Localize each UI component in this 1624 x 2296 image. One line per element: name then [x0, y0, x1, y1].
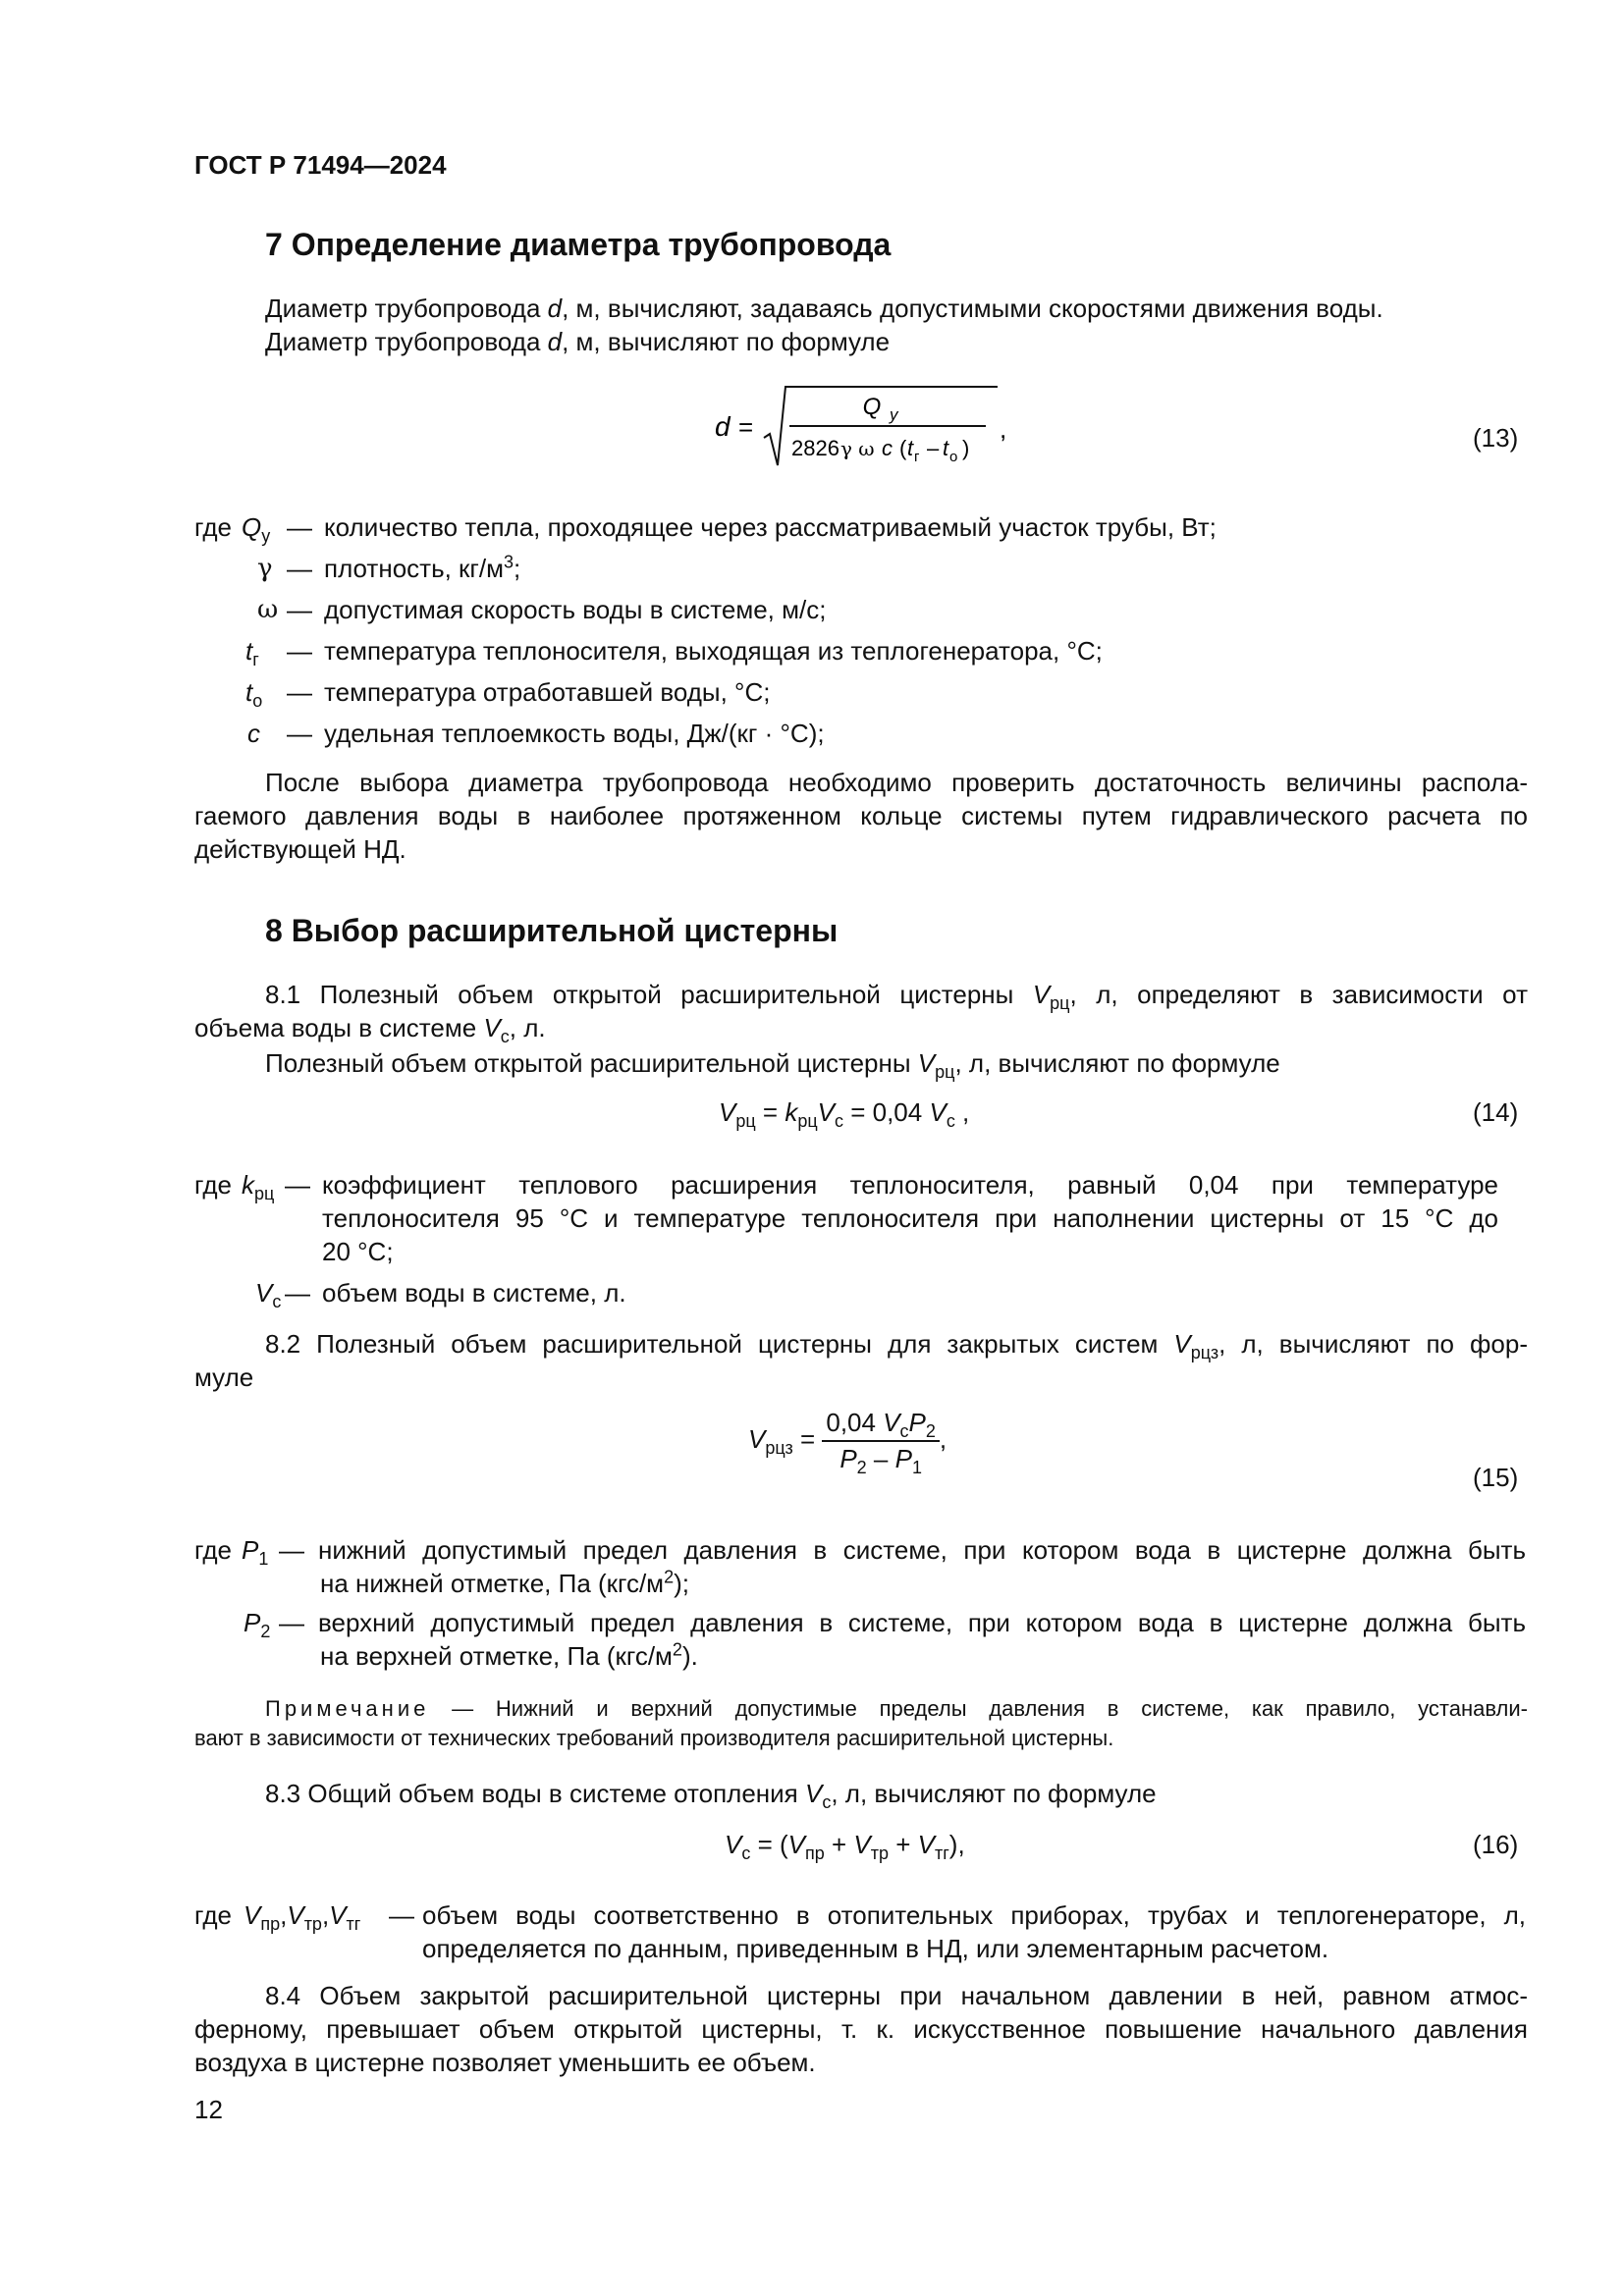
definition-q: где $Q_у$ — количество тепла, проходящее через рассматриваемый участок трубы, Вт;	[194, 512, 1217, 547]
svg-text:,: ,	[1000, 414, 1007, 444]
svg-text:Q: Q	[862, 394, 882, 420]
svg-text:=: =	[738, 412, 754, 442]
definition-v-line-2: определяется по данным, приведенным в НД, или элементарным расчетом.	[422, 1934, 1329, 1963]
svg-text:γ ω: γ ω	[840, 437, 875, 460]
section-7-para-2: Диаметр трубопровода d, м, вычисляют по формуле	[265, 327, 891, 356]
svg-text:): )	[962, 436, 970, 460]
section-7-after-line-2: гаемого давления воды в наиболее протяженном кольце системы путем гидравлического расчета по	[194, 801, 1528, 830]
svg-text:–: –	[927, 436, 940, 460]
definition-omega: ω — допустимая скорость воды в системе, м/с;	[257, 595, 827, 624]
svg-text:d: d	[715, 411, 731, 442]
svg-text:(: (	[899, 436, 907, 460]
equation-15: $V_{рцз}$ = $\frac{0,04 V_сP_2}{P_2 - P_1}$ ,	[748, 1408, 947, 1478]
definition-k-rc-line-2: теплоносителя 95 °С и температуре теплоносителя при наполнении цистерны от 15 °С до	[322, 1203, 1498, 1233]
para-8-4-line-3: воздуха в цистерне позволяет уменьшить ее объем.	[194, 2048, 816, 2077]
definition-t-g: $t_г$ — температура теплоносителя, выходящая из теплогенератора, °С;	[245, 636, 1103, 670]
definition-t-o: $t_о$ — температура отработавшей воды, °С;	[245, 677, 771, 712]
para-8-2-line-2: муле	[194, 1362, 254, 1392]
equation-13-formula	[715, 381, 1009, 471]
svg-text:c: c	[882, 436, 893, 460]
note-line-1: Примечание — Нижний и верхний допустимые пределы давления в системе, как правило, устанавли-	[265, 1696, 1528, 1721]
para-8-4-line-2: ферному, превышает объем открытой цистерны, т. к. искусственное повышение начального давления	[194, 2014, 1528, 2044]
definition-p1: где $P_1$ — нижний допустимый предел давления в системе, при котором вода в цистерне должна быть	[194, 1535, 1526, 1570]
section-7-para-1: Диаметр трубопровода d, м, вычисляют, задаваясь допустимыми скоростями движения воды.	[265, 294, 1383, 323]
page-number: 12	[194, 2095, 223, 2124]
section-7-after-line-1: После выбора диаметра трубопровода необходимо проверить достаточность величины распола-	[265, 768, 1528, 797]
equation-14: $V_{рц} = k_{рц}V_с = 0,04$ $V_с$ ,	[719, 1097, 970, 1132]
para-8-1-line-1: 8.1 Полезный объем открытой расширительной цистерны $V_{рц}$, л, определяют в зависимости от	[265, 980, 1528, 1014]
para-8-2-line-1: 8.2 Полезный объем расширительной цистерны для закрытых систем $V_{рцз}$, л, вычисляют по фор-	[265, 1329, 1528, 1363]
definition-k-rc: где $k_{рц}$ — коэффициент теплового расширения теплоносителя, равный 0,04 при температуре	[194, 1170, 1498, 1204]
equation-15-fraction: $\frac{0,04 V_сP_2}{P_2 - P_1}$	[822, 1408, 940, 1474]
equation-15-number: (15)	[1473, 1463, 1519, 1492]
definition-p1-line-2: на нижней отметке, Па $(кгс/м^2)$;	[320, 1567, 689, 1598]
definition-p2: $P_2$ — верхний допустимый предел давления в системе, при котором вода в цистерне должна быть	[244, 1608, 1526, 1642]
equation-13-number: (13)	[1473, 423, 1519, 453]
definition-p2-line-2: на верхней отметке, Па $(кгс/м^2)$.	[320, 1639, 698, 1671]
section-7-title: 7 Определение диаметра трубопровода	[265, 227, 892, 262]
para-8-1-line-2: объема воды в системе $V_с$, л.	[194, 1013, 546, 1047]
definition-c: c — удельная теплоемкость воды, Дж/(кг · °С);	[247, 719, 825, 748]
equation-13	[715, 381, 1009, 478]
definition-k-rc-line-3: 20 °С;	[322, 1237, 394, 1266]
svg-text:г: г	[914, 449, 920, 465]
document-id: ГОСТ Р 71494—2024	[194, 150, 447, 180]
section-7-after-line-3: действующей НД.	[194, 834, 406, 864]
definition-v-c: $V_с$ — объем воды в системе, л.	[255, 1278, 626, 1312]
svg-text:t: t	[943, 436, 949, 460]
definition-gamma: γ — плотность, $кг/м^3$;	[257, 552, 521, 583]
para-8-1-line-3: Полезный объем открытой расширительной цистерны $V_{рц}$, л, вычисляют по формуле	[265, 1048, 1280, 1083]
definition-v-pr-tr-tg: где $V_{пр},V_{тр},V_{тг}$ — объем воды соответственно в отопительных приборах, трубах и теплогенераторе, л,	[194, 1900, 1526, 1935]
equation-16: $V_с = (V_{пр} + V_{тр} + V_{тг})$,	[725, 1830, 965, 1864]
note-line-2: вают в зависимости от технических требований производителя расширительной цистерны.	[194, 1726, 1114, 1750]
para-8-3: 8.3 Общий объем воды в системе отопления $V_с$, л, вычисляют по формуле	[265, 1779, 1157, 1813]
svg-text:y: y	[890, 405, 898, 424]
svg-text:t: t	[907, 436, 914, 460]
svg-text:о: о	[949, 449, 958, 465]
svg-text:2826: 2826	[791, 436, 839, 460]
equation-14-number: (14)	[1473, 1097, 1519, 1127]
section-8-title: 8 Выбор расширительной цистерны	[265, 913, 839, 948]
para-8-4-line-1: 8.4 Объем закрытой расширительной цистерны при начальном давлении в ней, равном атмос-	[265, 1981, 1528, 2010]
equation-16-number: (16)	[1473, 1830, 1519, 1859]
